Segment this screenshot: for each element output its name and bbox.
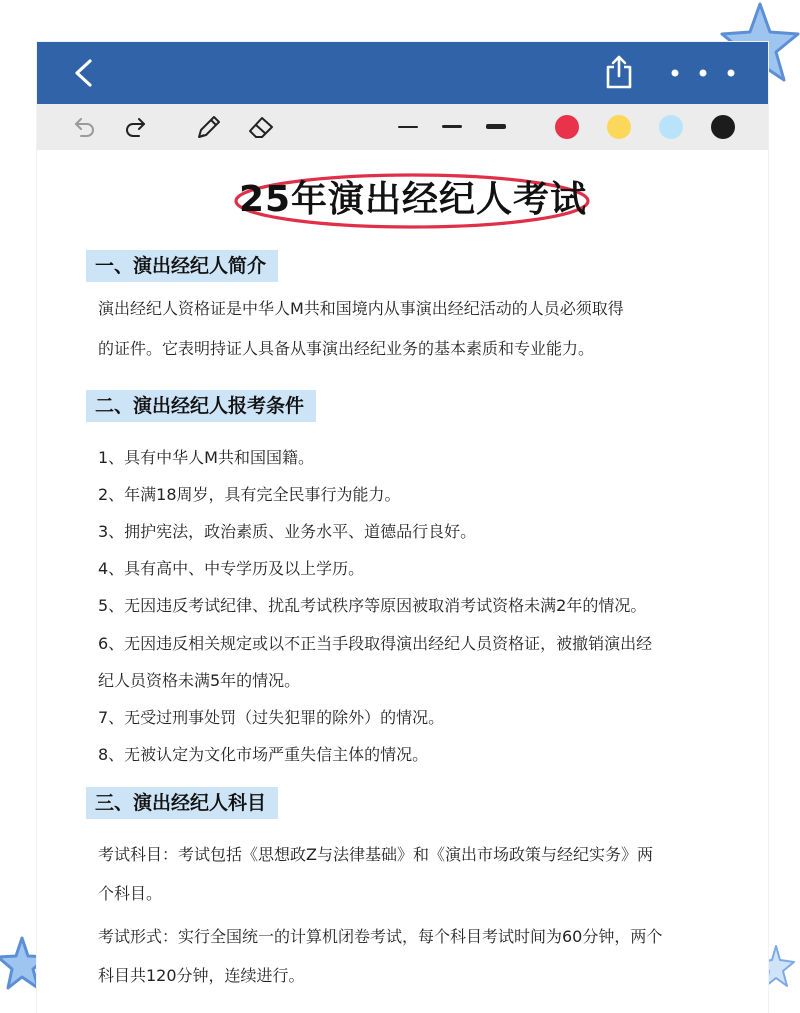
share-icon[interactable] (604, 54, 634, 90)
list-item: 1、具有中华人M共和国国籍。 (98, 448, 314, 467)
color-swatch-black[interactable] (711, 115, 735, 139)
list-item-continuation: 纪人员资格未满5年的情况。 (98, 671, 301, 690)
line-width-medium[interactable] (442, 125, 462, 128)
line-width-thick[interactable] (486, 124, 506, 129)
paragraph-line: 考试形式：实行全国统一的计算机闭卷考试，每个科目考试时间为60分钟，两个 (98, 927, 663, 946)
list-item: 4、具有高中、中专学历及以上学历。 (98, 559, 365, 578)
list-item: 5、无因违反考试纪律、扰乱考试秩序等原因被取消考试资格未满2年的情况。 (98, 596, 647, 615)
document-title: 25年演出经纪人考试 (238, 179, 588, 220)
paragraph-line: 考试科目：考试包括《思想政Z与法律基础》和《演出市场政策与经纪实务》两 (98, 845, 653, 864)
paragraph-line: 个科目。 (98, 884, 163, 903)
list-item: 8、无被认定为文化市场严重失信主体的情况。 (98, 745, 429, 764)
list-item: 6、无因违反相关规定或以不正当手段取得演出经纪人员资格证，被撤销演出经 (98, 634, 653, 653)
more-dots-icon[interactable] (670, 68, 740, 78)
document-title-area (232, 170, 594, 230)
eraser-icon[interactable] (246, 113, 276, 141)
paragraph-line: 演出经纪人资格证是中华人M共和国境内从事演出经纪活动的人员必须取得 (98, 299, 624, 318)
section-heading-subjects: 三、演出经纪人科目 (86, 787, 278, 819)
paragraph-line: 科目共120分钟，连续进行。 (98, 966, 305, 985)
color-swatch-yellow[interactable] (607, 115, 631, 139)
redo-icon[interactable] (123, 115, 147, 139)
top-nav-bar (37, 42, 768, 104)
chevron-left-icon[interactable] (71, 58, 97, 88)
pencil-icon[interactable] (195, 113, 223, 141)
drawing-toolbar (37, 104, 768, 150)
list-item: 7、无受过刑事处罚（过失犯罪的除外）的情况。 (98, 708, 445, 727)
paragraph-line: 的证件。它表明持证人具备从事演出经纪业务的基本素质和专业能力。 (98, 339, 595, 358)
section-heading-intro: 一、演出经纪人简介 (86, 250, 278, 282)
undo-icon[interactable] (73, 115, 97, 139)
color-swatch-red[interactable] (555, 115, 579, 139)
line-width-thin[interactable] (398, 126, 418, 128)
list-item: 3、拥护宪法，政治素质、业务水平、道德品行良好。 (98, 522, 477, 541)
list-item: 2、年满18周岁，具有完全民事行为能力。 (98, 485, 401, 504)
section-heading-requirements: 二、演出经纪人报考条件 (86, 390, 316, 422)
color-swatch-light-blue[interactable] (659, 115, 683, 139)
note-window (37, 42, 768, 1013)
